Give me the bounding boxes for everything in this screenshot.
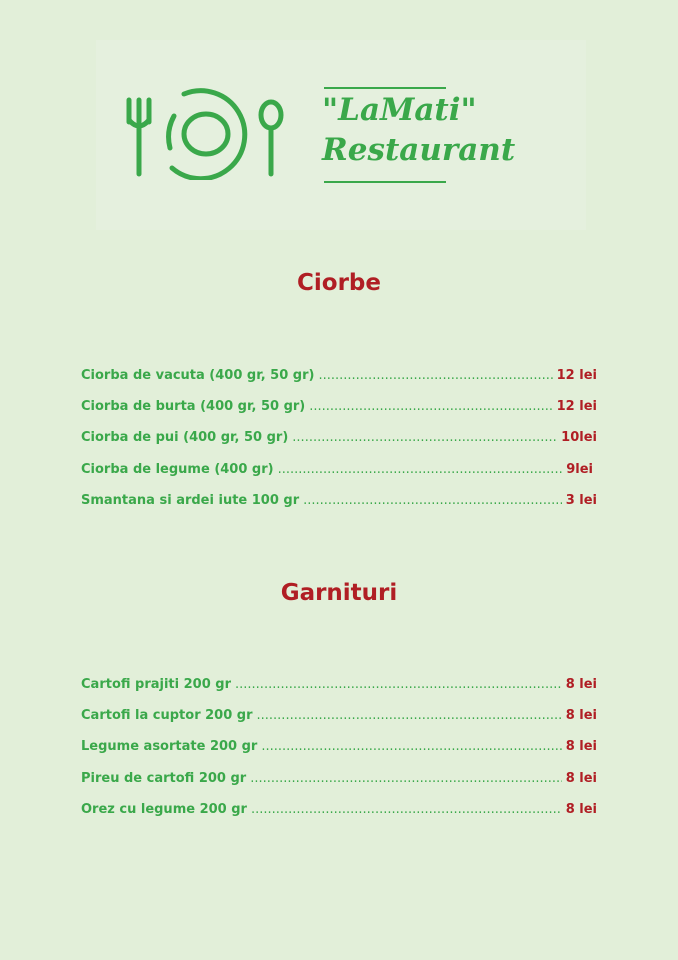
menu-item-price: 8 lei bbox=[565, 771, 597, 786]
logo bbox=[96, 40, 586, 230]
menu-item bbox=[81, 739, 597, 759]
menu-item-price: 10lei bbox=[561, 430, 597, 445]
menu-item-price: 3 lei bbox=[565, 493, 597, 508]
fork-plate-spoon-icon bbox=[126, 88, 296, 180]
menu-item-price: 8 lei bbox=[565, 677, 597, 692]
dot-leader bbox=[278, 462, 563, 477]
menu-item-price: 8 lei bbox=[565, 739, 597, 754]
menu-item-price: 9lei bbox=[566, 462, 593, 477]
menu-item bbox=[81, 399, 597, 419]
logo-divider-bottom bbox=[324, 181, 446, 183]
section-title-ciorbe: Ciorbe bbox=[297, 270, 381, 296]
menu-item-name: Cartofi la cuptor 200 gr bbox=[81, 708, 253, 723]
menu-item-name: Ciorba de pui (400 gr, 50 gr) bbox=[81, 430, 289, 445]
restaurant-name: "LaMati" bbox=[322, 92, 477, 128]
dot-leader bbox=[235, 677, 562, 692]
menu-item-price: 8 lei bbox=[565, 802, 597, 817]
menu-item bbox=[81, 430, 597, 450]
menu-item-name: Cartofi prajiti 200 gr bbox=[81, 677, 232, 692]
menu-item-name: Legume asortate 200 gr bbox=[81, 739, 258, 754]
menu-item-name: Smantana si ardei iute 100 gr bbox=[81, 493, 300, 508]
menu-item bbox=[81, 708, 597, 728]
dot-leader bbox=[303, 493, 562, 508]
section-title-garnituri: Garnituri bbox=[280, 580, 398, 606]
menu-item bbox=[81, 368, 597, 388]
dot-leader bbox=[318, 368, 552, 383]
dot-leader bbox=[309, 399, 552, 414]
menu-item-price: 12 lei bbox=[556, 368, 597, 383]
menu-item bbox=[81, 802, 597, 822]
menu-item bbox=[81, 462, 593, 482]
menu-item-name: Pireu de cartofi 200 gr bbox=[81, 771, 247, 786]
menu-item-name: Ciorba de legume (400 gr) bbox=[81, 462, 274, 477]
dot-leader bbox=[292, 430, 557, 445]
dot-leader bbox=[261, 739, 561, 754]
dot-leader bbox=[250, 771, 561, 786]
menu-item-price: 8 lei bbox=[565, 708, 597, 723]
dot-leader bbox=[251, 802, 562, 817]
menu-item-name: Ciorba de burta (400 gr, 50 gr) bbox=[81, 399, 306, 414]
menu-item bbox=[81, 771, 597, 791]
menu-item bbox=[81, 677, 597, 697]
menu-item-price: 12 lei bbox=[556, 399, 597, 414]
menu-item bbox=[81, 493, 597, 513]
menu-item-name: Ciorba de vacuta (400 gr, 50 gr) bbox=[81, 368, 315, 383]
dot-leader bbox=[257, 708, 562, 723]
logo-divider-top bbox=[324, 87, 446, 89]
restaurant-subtitle: Restaurant bbox=[322, 132, 516, 168]
menu-item-name: Orez cu legume 200 gr bbox=[81, 802, 247, 817]
